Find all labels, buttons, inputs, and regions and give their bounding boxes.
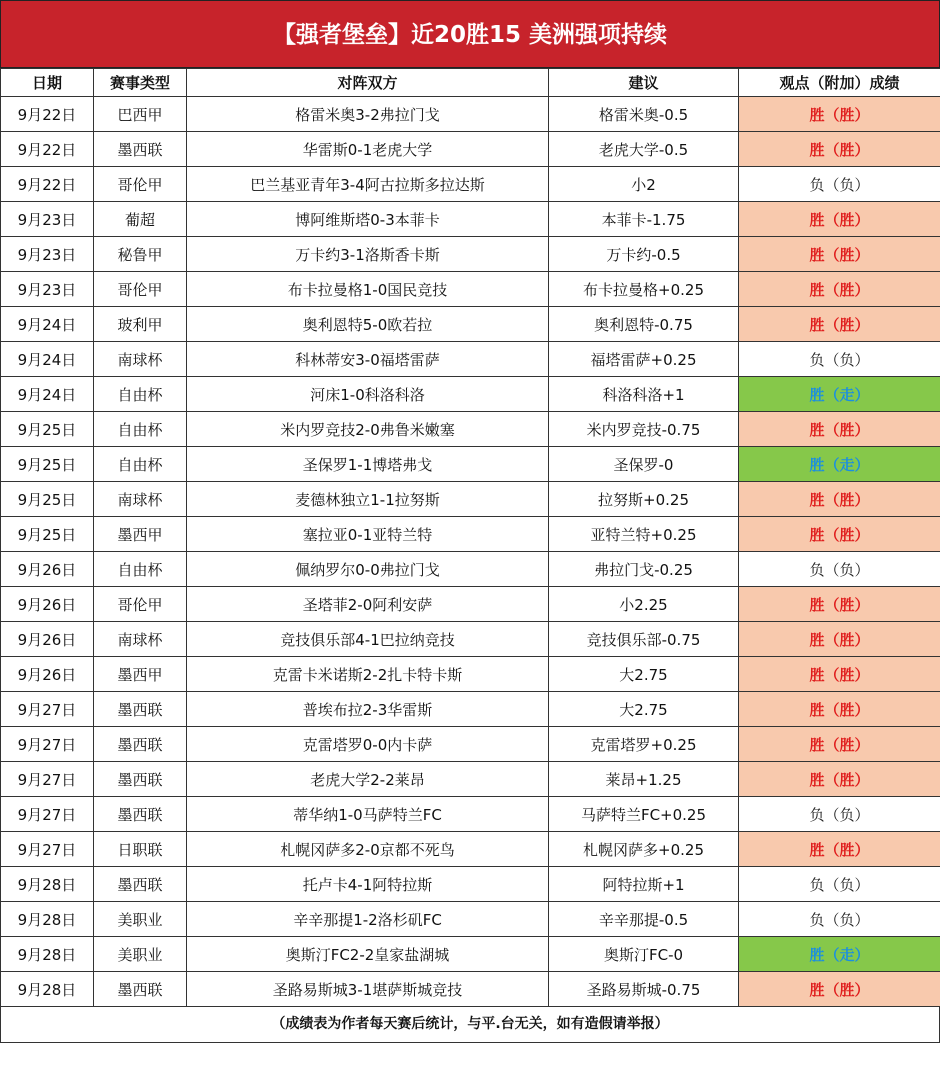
date-cell: 9月26日 — [1, 657, 94, 692]
match-cell: 格雷米奥3-2弗拉门戈 — [187, 97, 549, 132]
result-cell: 负（负） — [739, 797, 940, 832]
match-cell: 麦德林独立1-1拉努斯 — [187, 482, 549, 517]
date-cell: 9月27日 — [1, 727, 94, 762]
match-cell: 巴兰基亚青年3-4阿古拉斯多拉达斯 — [187, 167, 549, 202]
date-cell: 9月25日 — [1, 517, 94, 552]
table-row — [1, 622, 940, 657]
table-row — [1, 902, 940, 937]
league-cell: 哥伦甲 — [94, 272, 187, 307]
league-cell: 南球杯 — [94, 622, 187, 657]
page-title: 【强者堡垒】近20胜15 美洲强项持续 — [0, 0, 940, 68]
table-row — [1, 237, 940, 272]
table-row — [1, 342, 940, 377]
date-cell: 9月27日 — [1, 762, 94, 797]
tip-cell: 万卡约-0.5 — [549, 237, 739, 272]
result-cell: 负（负） — [739, 167, 940, 202]
tip-cell: 弗拉门戈-0.25 — [549, 552, 739, 587]
result-cell: 胜（胜） — [739, 237, 940, 272]
result-cell: 胜（胜） — [739, 202, 940, 237]
match-cell: 托卢卡4-1阿特拉斯 — [187, 867, 549, 902]
tip-cell: 科洛科洛+1 — [549, 377, 739, 412]
tip-cell: 奥斯汀FC-0 — [549, 937, 739, 972]
tip-cell: 圣保罗-0 — [549, 447, 739, 482]
league-cell: 自由杯 — [94, 377, 187, 412]
match-cell: 华雷斯0-1老虎大学 — [187, 132, 549, 167]
table-row — [1, 727, 940, 762]
date-cell: 9月27日 — [1, 832, 94, 867]
results-table — [0, 68, 940, 1007]
date-cell: 9月24日 — [1, 307, 94, 342]
table-row — [1, 937, 940, 972]
tip-cell: 小2.25 — [549, 587, 739, 622]
header-league: 赛事类型 — [94, 69, 187, 97]
table-row — [1, 517, 940, 552]
result-cell: 胜（胜） — [739, 657, 940, 692]
date-cell: 9月25日 — [1, 482, 94, 517]
table-row — [1, 552, 940, 587]
result-cell: 胜（胜） — [739, 132, 940, 167]
date-cell: 9月25日 — [1, 447, 94, 482]
result-cell: 胜（走） — [739, 447, 940, 482]
match-cell: 札幌冈萨多2-0京都不死鸟 — [187, 832, 549, 867]
tip-cell: 竞技俱乐部-0.75 — [549, 622, 739, 657]
result-cell: 胜（走） — [739, 377, 940, 412]
result-cell: 胜（胜） — [739, 412, 940, 447]
tip-cell: 亚特兰特+0.25 — [549, 517, 739, 552]
table-body — [1, 97, 940, 1007]
table-row — [1, 832, 940, 867]
date-cell: 9月27日 — [1, 692, 94, 727]
tip-cell: 福塔雷萨+0.25 — [549, 342, 739, 377]
result-cell: 胜（胜） — [739, 692, 940, 727]
league-cell: 墨西联 — [94, 972, 187, 1007]
result-cell: 胜（胜） — [739, 972, 940, 1007]
date-cell: 9月26日 — [1, 587, 94, 622]
league-cell: 自由杯 — [94, 552, 187, 587]
date-cell: 9月23日 — [1, 272, 94, 307]
date-cell: 9月28日 — [1, 937, 94, 972]
date-cell: 9月27日 — [1, 797, 94, 832]
table-row — [1, 272, 940, 307]
table-row — [1, 867, 940, 902]
table-row — [1, 307, 940, 342]
match-cell: 佩纳罗尔0-0弗拉门戈 — [187, 552, 549, 587]
table-row — [1, 972, 940, 1007]
tip-cell: 拉努斯+0.25 — [549, 482, 739, 517]
table-row — [1, 692, 940, 727]
league-cell: 墨西联 — [94, 762, 187, 797]
date-cell: 9月26日 — [1, 622, 94, 657]
league-cell: 墨西联 — [94, 132, 187, 167]
tip-cell: 米内罗竞技-0.75 — [549, 412, 739, 447]
header-result: 观点（附加）成绩 — [739, 69, 940, 97]
result-cell: 胜（走） — [739, 937, 940, 972]
match-cell: 普埃布拉2-3华雷斯 — [187, 692, 549, 727]
league-cell: 秘鲁甲 — [94, 237, 187, 272]
result-cell: 胜（胜） — [739, 307, 940, 342]
match-cell: 科林蒂安3-0福塔雷萨 — [187, 342, 549, 377]
date-cell: 9月26日 — [1, 552, 94, 587]
league-cell: 墨西联 — [94, 692, 187, 727]
date-cell: 9月23日 — [1, 202, 94, 237]
table-row — [1, 482, 940, 517]
date-cell: 9月22日 — [1, 97, 94, 132]
date-cell: 9月23日 — [1, 237, 94, 272]
league-cell: 墨西联 — [94, 727, 187, 762]
tip-cell: 札幌冈萨多+0.25 — [549, 832, 739, 867]
league-cell: 自由杯 — [94, 447, 187, 482]
league-cell: 美职业 — [94, 937, 187, 972]
match-cell: 竞技俱乐部4-1巴拉纳竞技 — [187, 622, 549, 657]
league-cell: 葡超 — [94, 202, 187, 237]
table-row — [1, 587, 940, 622]
tip-cell: 莱昂+1.25 — [549, 762, 739, 797]
match-cell: 博阿维斯塔0-3本菲卡 — [187, 202, 549, 237]
tip-cell: 马萨特兰FC+0.25 — [549, 797, 739, 832]
match-cell: 奥利恩特5-0欧若拉 — [187, 307, 549, 342]
league-cell: 墨西甲 — [94, 657, 187, 692]
match-cell: 河床1-0科洛科洛 — [187, 377, 549, 412]
tip-cell: 格雷米奥-0.5 — [549, 97, 739, 132]
result-cell: 胜（胜） — [739, 517, 940, 552]
match-cell: 老虎大学2-2莱昂 — [187, 762, 549, 797]
result-cell: 胜（胜） — [739, 97, 940, 132]
table-header-row — [1, 69, 940, 97]
result-cell: 负（负） — [739, 867, 940, 902]
table-row — [1, 797, 940, 832]
match-cell: 辛辛那提1-2洛杉矶FC — [187, 902, 549, 937]
tip-cell: 大2.75 — [549, 657, 739, 692]
league-cell: 墨西甲 — [94, 517, 187, 552]
match-cell: 米内罗竞技2-0弗鲁米嫩塞 — [187, 412, 549, 447]
league-cell: 墨西联 — [94, 867, 187, 902]
result-cell: 胜（胜） — [739, 622, 940, 657]
tip-cell: 大2.75 — [549, 692, 739, 727]
tip-cell: 奥利恩特-0.75 — [549, 307, 739, 342]
table-row — [1, 657, 940, 692]
tip-cell: 小2 — [549, 167, 739, 202]
match-cell: 布卡拉曼格1-0国民竞技 — [187, 272, 549, 307]
tip-cell: 布卡拉曼格+0.25 — [549, 272, 739, 307]
table-row — [1, 447, 940, 482]
match-cell: 奥斯汀FC2-2皇家盐湖城 — [187, 937, 549, 972]
header-tip: 建议 — [549, 69, 739, 97]
tip-cell: 克雷塔罗+0.25 — [549, 727, 739, 762]
match-cell: 克雷卡米诺斯2-2扎卡特卡斯 — [187, 657, 549, 692]
league-cell: 哥伦甲 — [94, 587, 187, 622]
match-cell: 圣路易斯城3-1堪萨斯城竞技 — [187, 972, 549, 1007]
match-cell: 蒂华纳1-0马萨特兰FC — [187, 797, 549, 832]
date-cell: 9月24日 — [1, 342, 94, 377]
result-cell: 负（负） — [739, 902, 940, 937]
tip-cell: 老虎大学-0.5 — [549, 132, 739, 167]
league-cell: 墨西联 — [94, 797, 187, 832]
header-date: 日期 — [1, 69, 94, 97]
league-cell: 南球杯 — [94, 482, 187, 517]
league-cell: 美职业 — [94, 902, 187, 937]
result-cell: 胜（胜） — [739, 832, 940, 867]
table-row — [1, 97, 940, 132]
league-cell: 玻利甲 — [94, 307, 187, 342]
match-cell: 万卡约3-1洛斯香卡斯 — [187, 237, 549, 272]
match-cell: 克雷塔罗0-0内卡萨 — [187, 727, 549, 762]
league-cell: 日职联 — [94, 832, 187, 867]
table-row — [1, 762, 940, 797]
league-cell: 哥伦甲 — [94, 167, 187, 202]
match-cell: 圣保罗1-1博塔弗戈 — [187, 447, 549, 482]
date-cell: 9月28日 — [1, 972, 94, 1007]
tip-cell: 本菲卡-1.75 — [549, 202, 739, 237]
table-row — [1, 377, 940, 412]
league-cell: 巴西甲 — [94, 97, 187, 132]
header-match: 对阵双方 — [187, 69, 549, 97]
result-cell: 胜（胜） — [739, 727, 940, 762]
table-row — [1, 132, 940, 167]
date-cell: 9月28日 — [1, 867, 94, 902]
result-cell: 负（负） — [739, 342, 940, 377]
footer-note: （成绩表为作者每天赛后统计，与平.台无关，如有造假请举报） — [0, 1007, 940, 1043]
league-cell: 自由杯 — [94, 412, 187, 447]
date-cell: 9月28日 — [1, 902, 94, 937]
match-cell: 塞拉亚0-1亚特兰特 — [187, 517, 549, 552]
result-cell: 负（负） — [739, 552, 940, 587]
tip-cell: 辛辛那提-0.5 — [549, 902, 739, 937]
tip-cell: 圣路易斯城-0.75 — [549, 972, 739, 1007]
league-cell: 南球杯 — [94, 342, 187, 377]
match-cell: 圣塔菲2-0阿利安萨 — [187, 587, 549, 622]
result-cell: 胜（胜） — [739, 482, 940, 517]
result-cell: 胜（胜） — [739, 762, 940, 797]
table-row — [1, 412, 940, 447]
result-cell: 胜（胜） — [739, 587, 940, 622]
table-row — [1, 167, 940, 202]
tip-cell: 阿特拉斯+1 — [549, 867, 739, 902]
table-row — [1, 202, 940, 237]
date-cell: 9月22日 — [1, 167, 94, 202]
date-cell: 9月24日 — [1, 377, 94, 412]
result-cell: 胜（胜） — [739, 272, 940, 307]
date-cell: 9月25日 — [1, 412, 94, 447]
date-cell: 9月22日 — [1, 132, 94, 167]
